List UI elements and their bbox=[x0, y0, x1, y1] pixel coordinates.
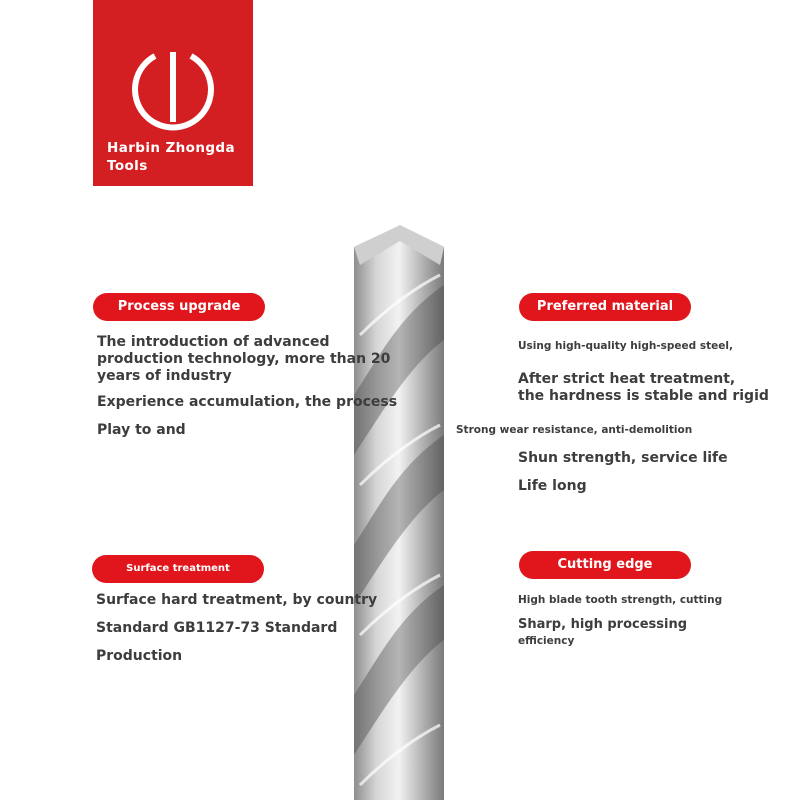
cutting-edge-label: Cutting edge bbox=[519, 551, 691, 579]
cutting-line-3: efficiency bbox=[518, 635, 575, 647]
surface-line-2: Standard GB1127-73 Standard bbox=[96, 620, 338, 636]
cutting-line-2: Sharp, high processing bbox=[518, 617, 688, 632]
process-upgrade-label: Process upgrade bbox=[93, 293, 265, 321]
process-line-1: The introduction of advanced bbox=[97, 334, 330, 350]
material-line-1: Using high-quality high-speed steel, bbox=[518, 340, 733, 352]
material-line-2: After strict heat treatment, bbox=[518, 371, 736, 387]
brand-logo bbox=[93, 0, 253, 186]
surface-line-3: Production bbox=[96, 648, 183, 664]
material-line-5: Shun strength, service life bbox=[518, 450, 728, 466]
surface-treatment-label: Surface treatment bbox=[92, 555, 264, 583]
surface-line-1: Surface hard treatment, by country bbox=[96, 592, 378, 608]
cutting-line-1: High blade tooth strength, cutting bbox=[518, 594, 723, 606]
brand-name: Harbin Zhongda Tools bbox=[107, 140, 235, 174]
process-line-5: Play to and bbox=[97, 422, 186, 438]
material-line-3: the hardness is stable and rigid bbox=[518, 388, 769, 404]
material-line-4: Strong wear resistance, anti-demolition bbox=[456, 424, 693, 436]
circle-bar-logo-icon bbox=[131, 48, 215, 132]
material-line-6: Life long bbox=[518, 478, 587, 494]
drill-bit-image bbox=[340, 225, 460, 800]
process-line-2: production technology, more than 20 bbox=[97, 351, 391, 367]
process-line-4: Experience accumulation, the process bbox=[97, 394, 398, 410]
process-line-3: years of industry bbox=[97, 368, 232, 384]
preferred-material-label: Preferred material bbox=[519, 293, 691, 321]
